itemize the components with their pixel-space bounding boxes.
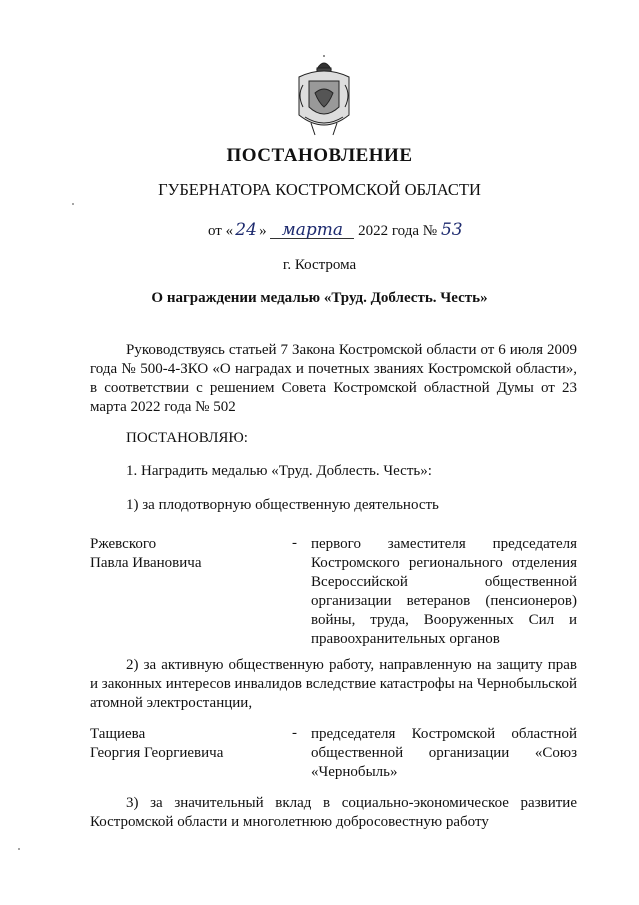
sub-item-1: 1) за плодотворную общественную деятельность [126, 497, 439, 513]
preamble-paragraph: Руководствуясь статьей 7 Закона Костромской области от 6 июля 2009 года № 500-4-ЗКО «О наградах и почетных званиях Костромской области», в соответствии с решением Совета Костромской областной Думы от 23 марта 2022 года № 502 [90, 342, 577, 415]
award2-name: Георгия Георгиевича [90, 745, 224, 761]
document-number-handwritten: 53 [440, 220, 463, 240]
award1-name: Павла Ивановича [90, 555, 202, 571]
award1-person [90, 535, 201, 573]
award2-role: председателя Костромской областной общественной организации «Союз «Чернобыль» [311, 726, 577, 780]
date-year-text: 2022 года № [358, 223, 438, 239]
award1-surname: Ржевского [90, 536, 157, 552]
sub-item-2: 2) за активную общественную работу, направленную на защиту прав и законных интересов инвалидов вследствие катастрофы на Чернобыльской атомной электростанции, [90, 657, 578, 711]
award2-person [90, 725, 223, 763]
document-title: ПОСТАНОВЛЕНИЕ [226, 145, 413, 166]
item-1: 1. Наградить медалью «Труд. Доблесть. Честь»: [126, 463, 432, 479]
city-line: г. Кострома [282, 257, 357, 273]
decree-word: ПОСТАНОВЛЯЮ: [126, 430, 248, 446]
date-day-handwritten: 24 [235, 220, 257, 240]
document-heading: О награждении медалью «Труд. Доблесть. Честь» [151, 290, 488, 306]
issuer-line: ГУБЕРНАТОРА КОСТРОМСКОЙ ОБЛАСТИ [158, 180, 481, 199]
scan-speck [18, 848, 20, 850]
sub-item-3: 3) за значительный вклад в социально-экономическое развитие Костромской области и многолетнюю добросовестную работу [90, 795, 577, 830]
award2-surname: Тащиева [90, 726, 146, 742]
award2-dash: - [292, 725, 297, 741]
date-mid: » [259, 223, 267, 239]
coat-of-arms-emblem [293, 55, 355, 139]
date-prefix: от « [208, 223, 234, 239]
scan-speck [72, 203, 74, 205]
date-month-handwritten: марта [270, 223, 354, 239]
award1-dash: - [292, 535, 297, 551]
date-line [208, 220, 463, 240]
award1-role: первого заместителя председателя Костромского регионального отделения Всероссийской общественной организации ветеранов (пенсионеров) войны, труда, Вооруженных Сил и правоохранительных органов [311, 536, 577, 647]
